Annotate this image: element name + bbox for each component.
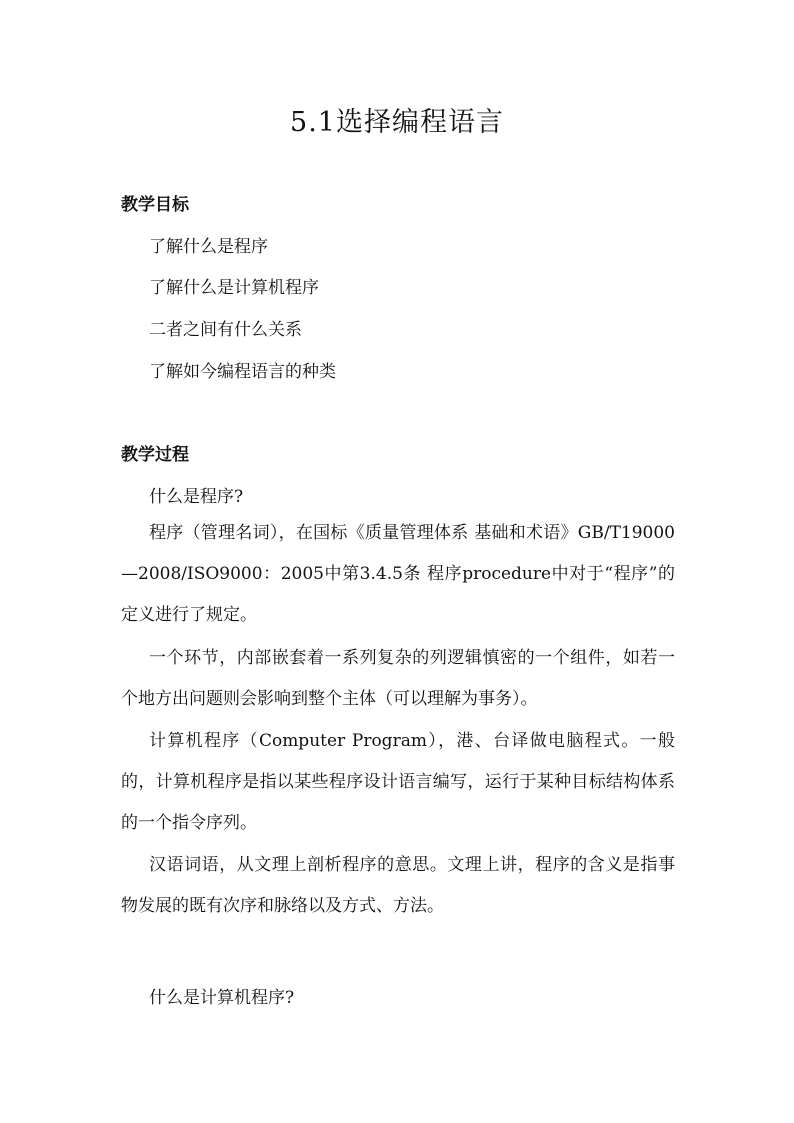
- question-what-is-computer-program: 什么是计算机程序?: [149, 988, 295, 1008]
- page-title: 5.1选择编程语言: [290, 107, 504, 138]
- goal-item: 了解什么是计算机程序: [149, 278, 319, 298]
- question-what-is-program: 什么是程序?: [149, 487, 244, 507]
- paragraph: 计算机程序（Computer Program），港、台译做电脑程式。一般的，计算机程序是指以某些程序设计语言编写，运行于某种目标结构体系的一个指令序列。: [121, 731, 675, 833]
- paragraph: 程序（管理名词），在国标《质量管理体系 基础和术语》GB/T19000—2008/ISO9000：2005中第3.4.5条 程序procedure中对于“程序”的定义进行了规定。: [121, 523, 675, 625]
- section-heading-goals: 教学目标: [121, 195, 189, 215]
- paragraph: 一个环节，内部嵌套着一系列复杂的列逻辑慎密的一个组件，如若一个地方出问题则会影响到整个主体（可以理解为事务）。: [121, 648, 675, 709]
- paragraph: 汉语词语，从文理上剖析程序的意思。文理上讲，程序的含义是指事物发展的既有次序和脉络以及方式、方法。: [121, 855, 675, 916]
- goal-item: 了解如今编程语言的种类: [149, 362, 336, 382]
- goal-item: 了解什么是程序: [149, 237, 268, 257]
- goal-item: 二者之间有什么关系: [149, 320, 302, 340]
- section-heading-process: 教学过程: [121, 445, 189, 465]
